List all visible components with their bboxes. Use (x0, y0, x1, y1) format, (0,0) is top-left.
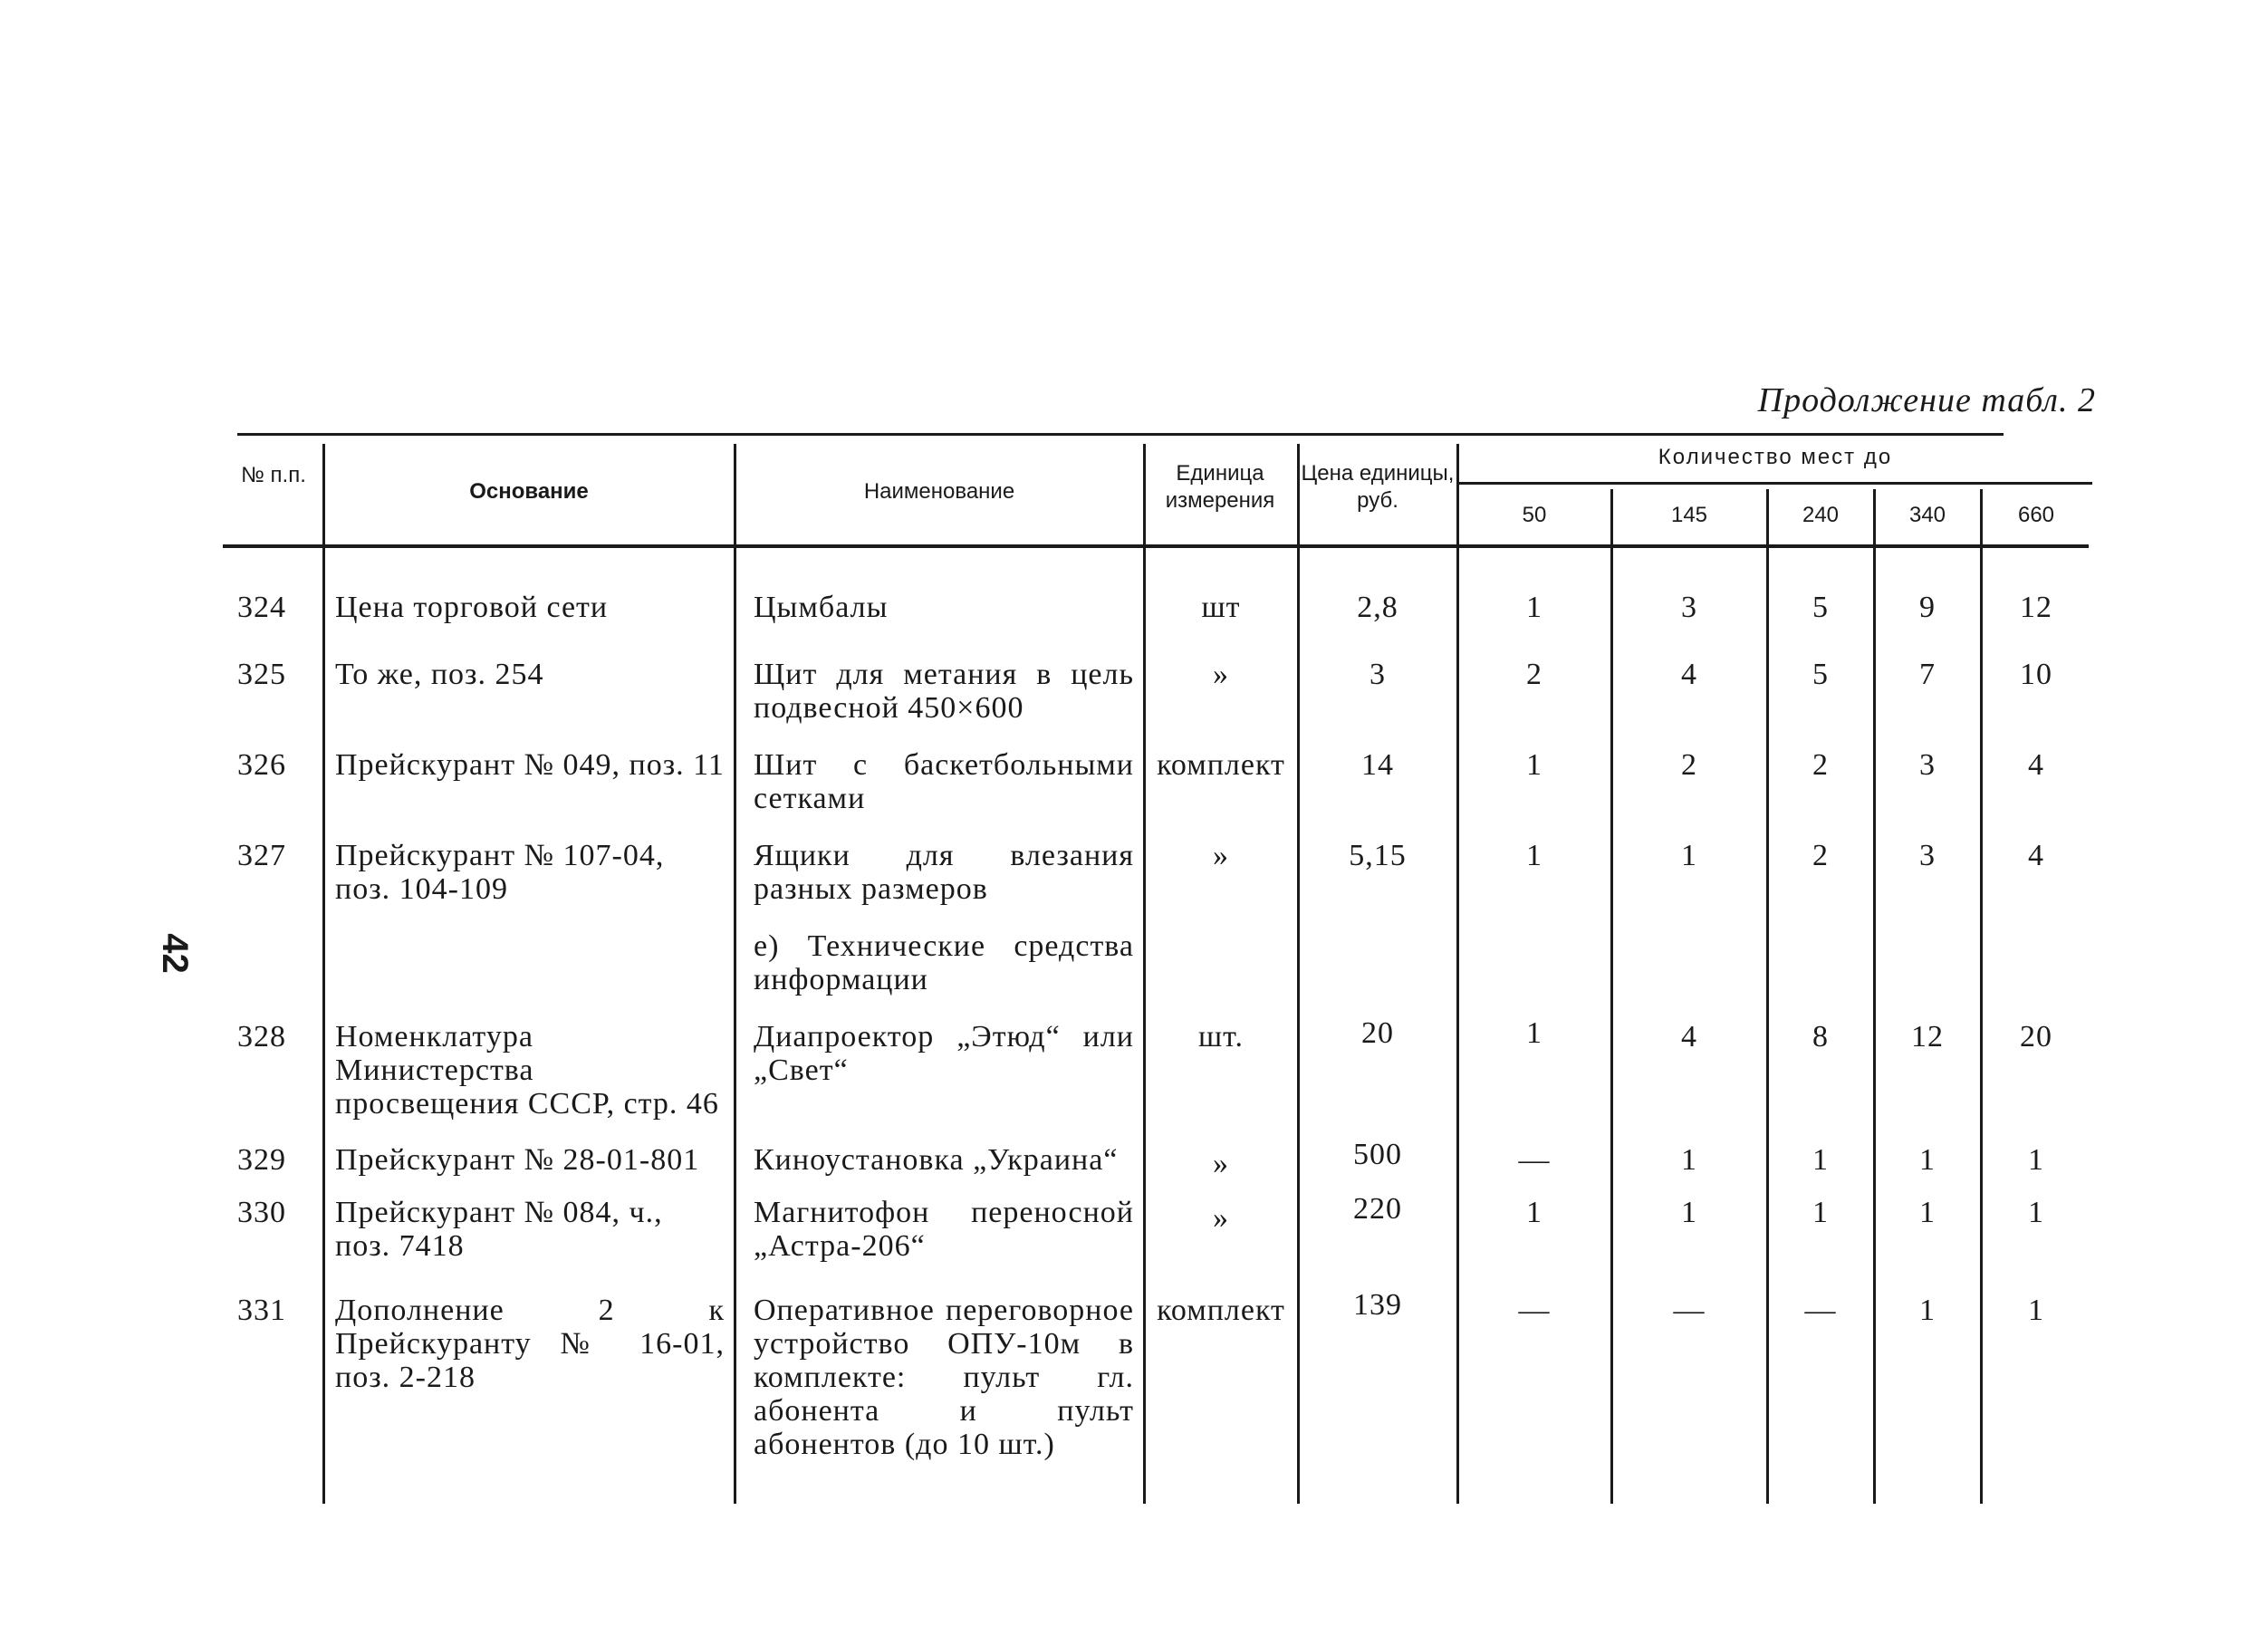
row-osnovanie: Прейскурант № 107-04, поз. 104-109 (335, 839, 665, 906)
row-price: 20 (1361, 1016, 1394, 1050)
qty-group-rule (1458, 482, 2092, 485)
row-unit: » (1213, 1201, 1229, 1235)
row-qty-50: — (1518, 1294, 1551, 1327)
row-osnovanie: То же, поз. 254 (335, 658, 544, 691)
row-qty-660: 1 (2028, 1196, 2044, 1229)
row-naimenovanie: Оперативное переговорное устройство ОПУ-10м в комплекте: пульт гл. абонента и пульт абонентов (до 10 шт.) (754, 1294, 1134, 1461)
row-num: 326 (237, 748, 286, 782)
row-qty-660: 12 (2020, 591, 2052, 624)
row-qty-240: — (1804, 1294, 1837, 1327)
row-naimenovanie: Щит для метания в цель подвесной 450×600 (754, 658, 1134, 725)
row-num: 325 (237, 658, 286, 691)
col-divider (1297, 444, 1300, 1504)
row-price: 14 (1361, 748, 1394, 782)
row-naimenovanie: Ящики для влезания разных размеров (754, 839, 1134, 906)
row-qty-340: 1 (1919, 1294, 1936, 1327)
row-qty-145: 4 (1681, 658, 1697, 691)
row-qty-660: 10 (2020, 658, 2052, 691)
row-qty-340: 1 (1919, 1143, 1936, 1177)
header-qty-340: 340 (1908, 503, 1946, 527)
row-qty-145: 1 (1681, 1196, 1697, 1229)
row-osnovanie: Прейскурант № 084, ч., поз. 7418 (335, 1196, 663, 1263)
row-naimenovanie: Магнитофон переносной „Астра-206“ (754, 1196, 1134, 1263)
row-num: 327 (237, 839, 286, 872)
row-qty-50: 1 (1526, 1196, 1542, 1229)
row-qty-145: 3 (1681, 591, 1697, 624)
row-osnovanie: Цена торговой сети (335, 591, 609, 624)
row-naimenovanie: Шит с баскетбольными сетками (754, 748, 1134, 815)
row-naimenovanie: Цымбалы (754, 591, 889, 624)
row-qty-145: 2 (1681, 748, 1697, 782)
row-unit: шт. (1198, 1020, 1244, 1054)
row-unit: » (1213, 839, 1229, 872)
row-qty-145: 1 (1681, 839, 1697, 872)
row-num: 324 (237, 591, 286, 624)
row-osnovanie: Дополнение 2 к Прейскуранту № 16-01, поз. 2-218 (335, 1294, 725, 1394)
row-qty-660: 4 (2028, 839, 2044, 872)
header-naimenovanie: Наименование (863, 479, 1015, 504)
row-qty-50: 1 (1526, 591, 1542, 624)
table-caption: Продолжение табл. 2 (1757, 381, 2096, 419)
header-bottom-rule (223, 544, 2089, 548)
row-qty-240: 5 (1812, 591, 1829, 624)
header-num: № п.п. (241, 463, 306, 487)
row-price: 2,8 (1357, 591, 1398, 624)
col-divider (1456, 444, 1459, 1504)
row-qty-660: 4 (2028, 748, 2044, 782)
row-qty-340: 7 (1919, 658, 1936, 691)
row-price: 220 (1353, 1192, 1402, 1226)
header-qty-660: 660 (2017, 503, 2055, 527)
row-unit: комплект (1157, 1294, 1285, 1327)
row-osnovanie: Прейскурант № 28-01-801 (335, 1143, 700, 1177)
row-qty-50: 1 (1526, 839, 1542, 872)
header-price: Цена единицы, руб. (1301, 461, 1455, 513)
page-number: 42 (154, 933, 195, 974)
section-heading: е) Технические средства информации (754, 929, 1134, 996)
row-qty-50: 1 (1526, 1016, 1542, 1050)
row-qty-240: 1 (1812, 1196, 1829, 1229)
col-divider (1766, 489, 1769, 1504)
row-qty-240: 2 (1812, 839, 1829, 872)
row-unit: шт (1201, 591, 1241, 624)
row-qty-240: 5 (1812, 658, 1829, 691)
row-qty-340: 3 (1919, 748, 1936, 782)
row-qty-660: 20 (2020, 1020, 2052, 1054)
header-qty-50: 50 (1522, 503, 1547, 527)
row-osnovanie: Прейскурант № 049, поз. 11 (335, 748, 725, 782)
row-price: 5,15 (1349, 839, 1407, 872)
row-qty-145: 1 (1681, 1143, 1697, 1177)
header-qty-240: 240 (1802, 503, 1840, 527)
row-num: 330 (237, 1196, 286, 1229)
row-qty-145: 4 (1681, 1020, 1697, 1054)
row-price: 3 (1369, 658, 1386, 691)
row-naimenovanie: Диапроектор „Этюд“ или „Свет“ (754, 1020, 1134, 1087)
header-qty-group: Количество мест до (1658, 445, 1893, 469)
col-divider (322, 444, 325, 1504)
col-divider (1143, 444, 1146, 1504)
col-divider (1610, 489, 1613, 1504)
row-qty-340: 12 (1911, 1020, 1944, 1054)
header-qty-145: 145 (1670, 503, 1708, 527)
row-price: 139 (1353, 1288, 1402, 1322)
row-num: 331 (237, 1294, 286, 1327)
col-divider (1873, 489, 1876, 1504)
table-top-rule (237, 433, 2004, 436)
col-divider (1980, 489, 1983, 1504)
row-qty-50: — (1518, 1143, 1551, 1177)
col-divider (734, 444, 736, 1504)
row-qty-660: 1 (2028, 1294, 2044, 1327)
row-naimenovanie: Киноустановка „Украина“ (754, 1143, 1119, 1177)
row-qty-50: 1 (1526, 748, 1542, 782)
row-qty-340: 9 (1919, 591, 1936, 624)
row-unit: » (1213, 658, 1229, 691)
row-osnovanie: Номенклатура Министерства просвещения СССР, стр. 46 (335, 1020, 719, 1121)
row-qty-240: 1 (1812, 1143, 1829, 1177)
row-qty-240: 8 (1812, 1020, 1829, 1054)
row-num: 328 (237, 1020, 286, 1054)
row-qty-340: 1 (1919, 1196, 1936, 1229)
row-price: 500 (1353, 1138, 1402, 1171)
row-qty-340: 3 (1919, 839, 1936, 872)
row-num: 329 (237, 1143, 286, 1177)
header-unit: Единица измерения (1165, 461, 1275, 513)
row-unit: » (1213, 1147, 1229, 1180)
row-unit: комплект (1157, 748, 1285, 782)
row-qty-145: — (1673, 1294, 1706, 1327)
row-qty-660: 1 (2028, 1143, 2044, 1177)
row-qty-50: 2 (1526, 658, 1542, 691)
header-osnovanie: Основание (469, 479, 589, 504)
row-qty-240: 2 (1812, 748, 1829, 782)
